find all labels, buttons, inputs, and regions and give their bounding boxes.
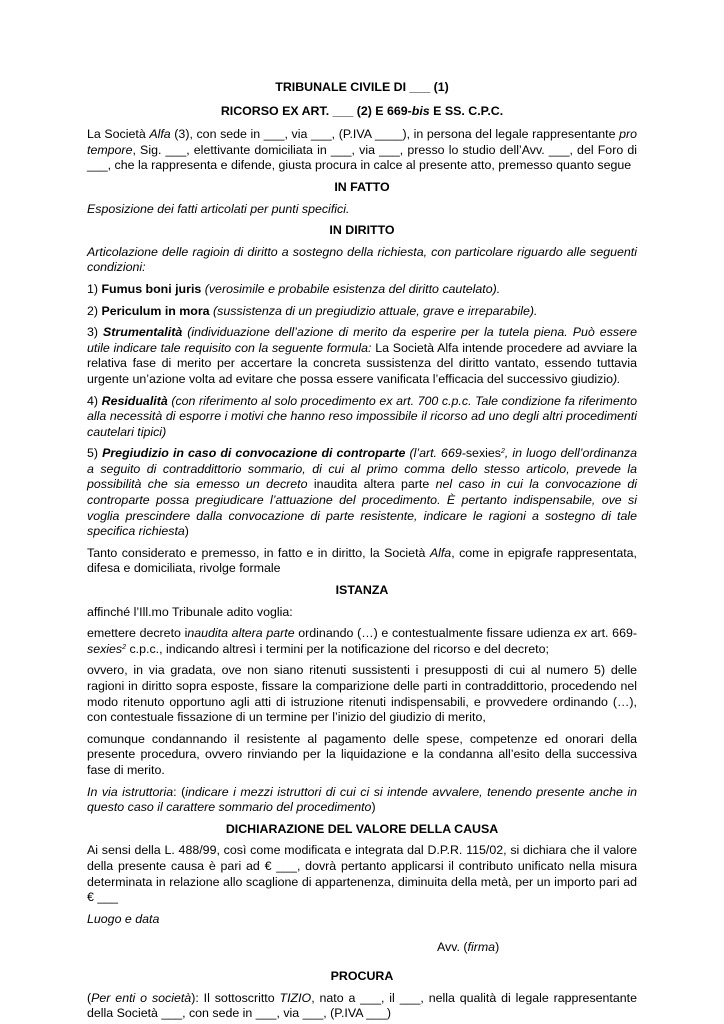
condition-1 xyxy=(87,282,637,298)
istanza-p1-inaudita: naudita altera parte xyxy=(187,626,295,641)
in-diritto-text: Articolazione delle ragioin di diritto a sostegno della richiesta, con particolare riguardo alle seguenti condizioni: xyxy=(87,244,637,275)
istanza-p4-c: indicare i mezzi istruttori di cui ci si intende avvalere, tenendo presente anche in questo caso il carattere sommario del procedimento xyxy=(87,784,638,815)
istanza-request-1 xyxy=(87,626,637,657)
tanto-t1: Tanto considerato e premesso, in fatto e in diritto, la Società xyxy=(87,545,430,560)
istanza-p4-b: : ( xyxy=(173,784,186,799)
condition-3-formula: La Società Alfa intende procedere ad avviare la relativa fase di merito per accertare la concreta sussistenza del diritto vantato, essendo tuttavia urgente un’azione volta ad evitare che possa essere vanificata l’efficacia del successivo giudizio xyxy=(87,340,637,386)
procura-tizio: TIZIO xyxy=(279,990,312,1005)
condition-5 xyxy=(87,446,637,540)
heading-in-fatto: IN FATTO xyxy=(334,179,390,194)
condition-3-title: Strumentalità xyxy=(103,325,183,340)
condition-3-end: ). xyxy=(613,371,621,386)
in-fatto-text: Esposizione dei fatti articolati per punti specifici. xyxy=(87,201,350,216)
heading-istanza: ISTANZA xyxy=(335,583,389,598)
condition-4 xyxy=(87,394,637,441)
intro-t1: La Società xyxy=(87,127,150,142)
condition-5-b: , in luogo dell’ordinanza a seguito di contraddittorio sommario, di cui al primo comma dello stesso articolo, prevede la possibilità che sia emesso un decreto xyxy=(87,446,637,492)
tanto-t2: , come in epigrafe rappresentata, difesa e domiciliata, rivolge formale xyxy=(87,545,637,576)
condition-4-desc: (con riferimento al solo procedimento ex art. 700 c.p.c. Tale condizione fa riferimento alla necessità di esporre i motivi che hanno reso impossibile il ricorso ad uno degli altri procedimenti cautelari tipici) xyxy=(87,393,637,439)
procura-t3: , nato a ___, il ___, nella qualità di legale rappresentante della Società ___, con sede in ___, via ___, (P.IVA ___) xyxy=(87,990,637,1021)
procura-t1: ( xyxy=(87,990,92,1005)
condition-5-inaudita: inaudita altera parte xyxy=(313,477,430,492)
procura-enti: Per enti o società xyxy=(91,990,192,1005)
istanza-request-2: ovvero, in via gradata, ove non siano ritenuti sussistenti i presupposti di cui al numero 5) delle ragioni in diritto sopra esposte, fissare la comparizione delle parti in contraddittorio, procedendo nel modo ritenuto opportuno agli atti di istruzione ritenuti indispensabili, e provvedere ordinando (…), con contestuale fissazione di un termine per l’inizio del giudizio di merito, xyxy=(87,663,637,725)
condition-1-num: 1) xyxy=(87,281,102,296)
istanza-p1-b: ordinando (…) e contestualmente fissare udienza xyxy=(294,626,574,641)
condition-3-desc: (individuazione dell’azione di merito da esperire per la tutela piena. Può essere utile indicare tale requisito con la seguente formula: xyxy=(87,325,637,355)
istanza-istruttoria xyxy=(87,785,637,816)
luogo-data: Luogo e data xyxy=(87,911,160,926)
condition-3 xyxy=(87,325,637,387)
condition-2-num: 2) xyxy=(87,303,102,318)
court-title xyxy=(87,80,637,96)
istanza-p1-sexies: sexies xyxy=(87,641,123,656)
signature-firma: firma xyxy=(467,940,496,955)
istanza-p1-d: c.p.c., indicando altresì i termini per la notificazione del ricorso e del decreto; xyxy=(126,641,549,656)
court-title-text: TRIBUNALE CIVILE DI ___ (1) xyxy=(275,80,449,94)
intro-pro-tempore: pro tempore xyxy=(87,127,637,157)
istanza-p1-ex: ex xyxy=(573,626,587,641)
intro-alfa: Alfa xyxy=(149,127,171,142)
condition-4-title: Residualità xyxy=(101,393,168,408)
heading-in-diritto: IN DIRITTO xyxy=(329,223,395,238)
footnote-ref-2: 2 xyxy=(122,643,127,651)
heading-procura: PROCURA xyxy=(330,968,394,983)
istanza-p4-d: ) xyxy=(371,800,376,815)
signature-line xyxy=(87,940,637,956)
condition-1-desc: (verosimile e probabile esistenza del diritto cautelato). xyxy=(201,281,501,296)
istanza-p4-a: In via istruttoria xyxy=(87,784,174,799)
procura-t2: ): Il sottoscritto xyxy=(191,990,280,1005)
istanza-p1-c: art. 669- xyxy=(586,626,637,641)
condition-3-num: 3) xyxy=(87,325,104,340)
condition-5-num: 5) xyxy=(87,446,103,461)
signature-avv: Avv. ( xyxy=(437,940,468,955)
condition-5-end: ) xyxy=(184,524,189,539)
istanza-p1-a: emettere decreto i xyxy=(87,626,188,641)
istanza-affinche: affinché l’Ill.mo Tribunale adito voglia: xyxy=(87,604,293,619)
condition-2-desc: (sussistenza di un pregiudizio attuale, grave e irreparabile). xyxy=(209,303,538,318)
intro-t3: , Sig. ___, elettivante domiciliata in ___, via ___, presso lo studio dell’Avv. ___, del Foro di ___, che la rappresenta e difende, giusta procura in calce al presente atto, premesso quanto segue xyxy=(87,142,637,173)
condition-5-title: Pregiudizio in caso di convocazione di controparte xyxy=(102,446,406,461)
condition-5-a: (l’art. 669- xyxy=(405,446,466,461)
document-page xyxy=(87,80,637,1022)
appeal-title xyxy=(87,104,637,120)
intro-t2: (3), con sede in ___, via ___, (P.IVA ____), in persona del legale rappresentante xyxy=(170,127,620,142)
signature-end: ) xyxy=(495,940,500,955)
valore-text: Ai sensi della L. 488/99, così come modificata e integrata dal D.P.R. 115/02, si dichiara che il valore della presente causa è pari ad € ___, dovrà pertanto applicarsi il contributo unificato nella misura determinata in relazione allo scaglione di appartenenza, diminuita della metà, per un importo pari ad € ___ xyxy=(87,843,637,905)
tanto-paragraph xyxy=(87,546,637,577)
condition-4-num: 4) xyxy=(87,393,102,408)
footnote-ref: 2 xyxy=(500,448,505,456)
condition-5-sexies: sexies xyxy=(465,446,501,461)
appeal-title-c: E SS. C.P.C. xyxy=(429,103,504,118)
appeal-title-a: RICORSO EX ART. ___ (2) E 669- xyxy=(220,103,412,118)
condition-1-title: Fumus boni juris xyxy=(101,281,202,296)
condition-2-title: Periculum in mora xyxy=(101,303,210,318)
condition-2 xyxy=(87,304,637,320)
intro-paragraph xyxy=(87,127,637,174)
procura-text xyxy=(87,991,637,1022)
istanza-request-3: comunque condannando il resistente al pagamento delle spese, competenze ed onorari della presente procedura, ovvero rinviando per la liquidazione e la condanna all’esito della successiva fase di merito. xyxy=(87,731,637,777)
appeal-title-bis: bis xyxy=(411,103,430,118)
heading-valore: DICHIARAZIONE DEL VALORE DELLA CAUSA xyxy=(225,821,499,836)
tanto-alfa: Alfa xyxy=(429,545,452,560)
condition-5-c: nel caso in cui la convocazione di controparte possa pregiudicare l’attuazione del procedimento. È pertanto indispensabile, ove si voglia prescindere dalla convocazione di parte resistente, indicare le ragioni a sostegno di tale specifica richiesta xyxy=(87,477,637,539)
